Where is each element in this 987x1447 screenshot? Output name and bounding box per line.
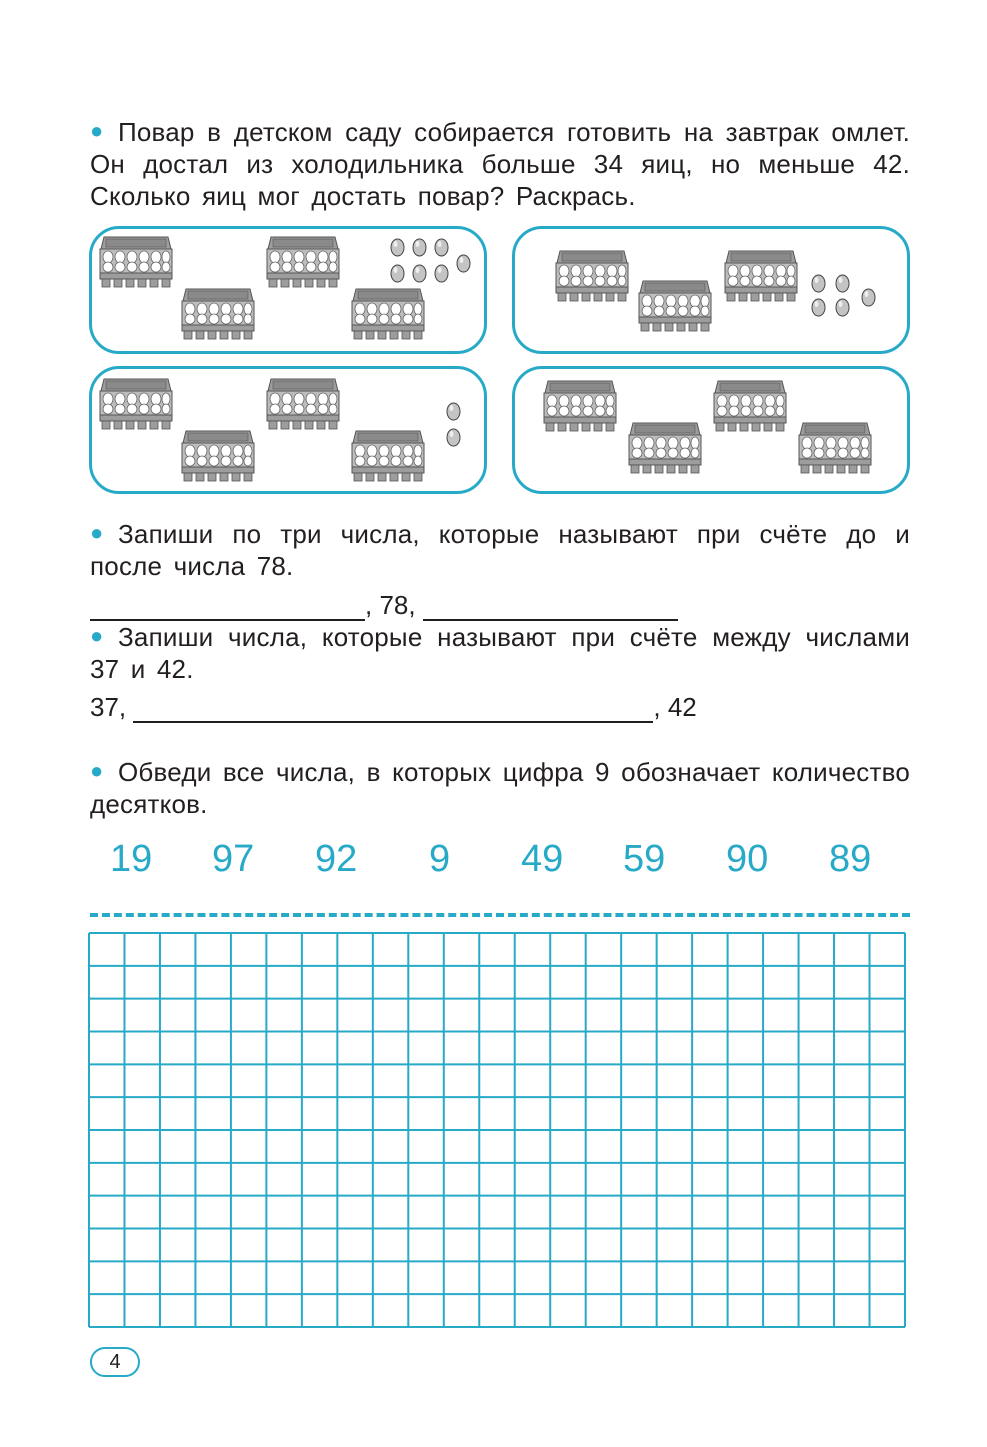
egg-carton-icon	[265, 235, 341, 289]
egg-carton-icon	[180, 287, 256, 341]
number-option[interactable]: 9	[429, 838, 451, 880]
egg-icon	[811, 297, 826, 317]
egg-carton-icon	[637, 279, 713, 333]
egg-icon	[835, 273, 850, 293]
egg-carton-icon	[627, 421, 703, 475]
task2-text: Запиши по три числа, которые называют при счёте до и после числа 78.	[90, 519, 910, 581]
egg-icon	[456, 253, 471, 273]
page-number: 4	[90, 1347, 140, 1377]
egg-carton-icon	[350, 287, 426, 341]
egg-icon	[835, 297, 850, 317]
egg-option-3[interactable]	[89, 366, 487, 494]
egg-icon	[412, 237, 427, 257]
egg-icon	[446, 427, 461, 447]
bullet-icon: ●	[90, 623, 104, 648]
bullet-icon: ●	[90, 118, 104, 143]
egg-carton-icon	[797, 421, 873, 475]
egg-option-2[interactable]	[512, 226, 910, 354]
egg-carton-icon	[265, 377, 341, 431]
number-option[interactable]: 59	[623, 838, 666, 880]
egg-icon	[434, 263, 449, 283]
task3-end-number: , 42	[653, 692, 697, 722]
task2-middle-number: , 78,	[365, 590, 423, 620]
egg-icon	[390, 237, 405, 257]
answer-blank[interactable]	[423, 595, 678, 621]
task1-text: Повар в детском саду собирается готовить на завтрак омлет. Он достал из холодильника больше 34 яиц, но меньше 42. Сколько яиц мог достать повар? Раскрась.	[90, 117, 910, 211]
egg-carton-icon	[723, 249, 799, 303]
egg-icon	[390, 263, 405, 283]
number-option[interactable]: 19	[110, 838, 153, 880]
task2-answer-line	[90, 590, 678, 621]
egg-icon	[446, 401, 461, 421]
egg-carton-icon	[554, 249, 630, 303]
task3-answer-line	[90, 692, 697, 723]
number-option[interactable]: 89	[829, 838, 872, 880]
number-option[interactable]: 97	[212, 838, 255, 880]
egg-icon	[434, 237, 449, 257]
dashed-divider	[90, 913, 910, 917]
egg-icon	[811, 273, 826, 293]
egg-carton-icon	[98, 235, 174, 289]
answer-blank[interactable]	[133, 697, 653, 723]
task3-start-number: 37,	[90, 692, 127, 722]
egg-option-4[interactable]	[512, 366, 910, 494]
writing-grid[interactable]	[88, 932, 906, 1328]
egg-option-1[interactable]	[89, 226, 487, 354]
bullet-icon: ●	[90, 520, 104, 545]
task4-text: Обведи все числа, в которых цифра 9 обозначает количество десятков.	[90, 757, 910, 819]
bullet-icon: ●	[90, 758, 104, 783]
egg-carton-icon	[98, 377, 174, 431]
egg-carton-icon	[712, 379, 788, 433]
egg-carton-icon	[542, 379, 618, 433]
egg-carton-icon	[180, 429, 256, 483]
number-row	[90, 838, 910, 884]
answer-blank[interactable]	[90, 595, 365, 621]
egg-icon	[861, 287, 876, 307]
egg-carton-icon	[350, 429, 426, 483]
task3-text: Запиши числа, которые называют при счёте между числами 37 и 42.	[90, 622, 910, 684]
egg-icon	[412, 263, 427, 283]
number-option[interactable]: 49	[521, 838, 564, 880]
number-option[interactable]: 90	[726, 838, 769, 880]
number-option[interactable]: 92	[315, 838, 358, 880]
